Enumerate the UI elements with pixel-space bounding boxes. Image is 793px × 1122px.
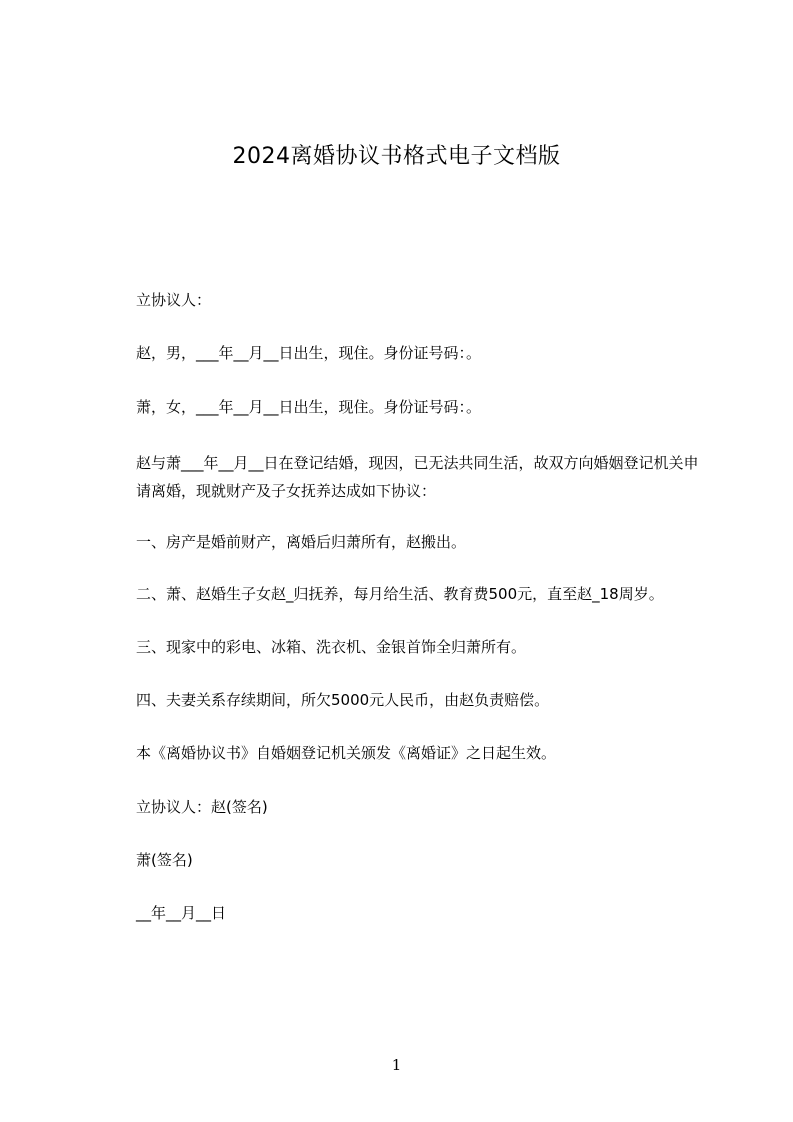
paragraph-marriage-statement: 赵与萧___年__月__日在登记结婚，现因，已无法共同生活，故双方向婚姻登记机关申请离婚，现就财产及子女抚养达成如下协议：	[136, 454, 699, 500]
paragraph-signature-xiao: 萧(签名)	[136, 851, 193, 869]
paragraph-signing-date: __年__月__日	[136, 904, 227, 922]
paragraph-signature-zhao: 立协议人：赵(签名)	[136, 798, 268, 816]
paragraph-party-zhao: 赵，男，___年__月__日出生，现住。身份证号码：。	[136, 344, 482, 362]
document-title: 2024离婚协议书格式电子文档版	[232, 144, 561, 169]
paragraph-clause-3: 三、现家中的彩电、冰箱、洗衣机、金银首饰全归萧所有。	[136, 638, 527, 656]
paragraph-clause-2: 二、萧、赵婚生子女赵_归抚养，每月给生活、教育费500元，直至赵_18周岁。	[136, 585, 664, 603]
paragraph-clause-4: 四、夫妻关系存续期间，所欠5000元人民币，由赵负责赔偿。	[136, 691, 550, 709]
page-number: 1	[391, 1056, 402, 1074]
paragraph-parties-heading: 立协议人：	[136, 291, 212, 309]
paragraph-effective-date: 本《离婚协议书》自婚姻登记机关颁发《离婚证》之日起生效。	[136, 744, 557, 762]
paragraph-party-xiao: 萧，女，___年__月__日出生，现住。身份证号码：。	[136, 398, 482, 416]
paragraph-clause-1: 一、房产是婚前财产，离婚后归萧所有，赵搬出。	[136, 533, 467, 551]
